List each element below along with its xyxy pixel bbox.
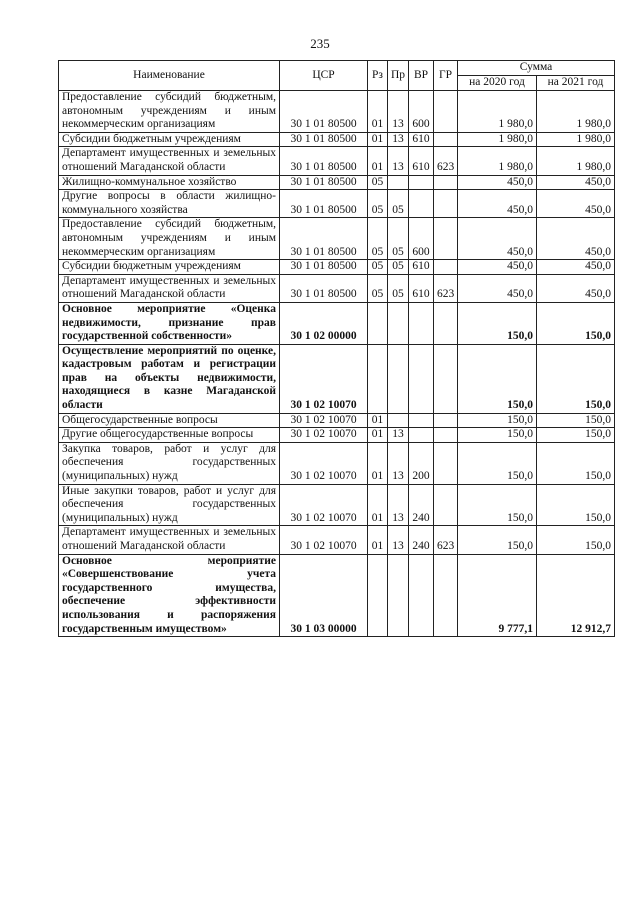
cell-rz: 01 (368, 413, 388, 428)
cell-csr: 30 1 01 80500 (280, 132, 368, 147)
cell-y2021: 150,0 (537, 484, 615, 526)
cell-csr: 30 1 01 80500 (280, 274, 368, 302)
cell-name: Жилищно-коммунальное хозяйство (59, 175, 280, 190)
table-row (59, 260, 615, 275)
cell-name: Закупка товаров, работ и услуг для обеспечения государственных (муниципальных) нужд (59, 442, 280, 484)
cell-y2021: 150,0 (537, 526, 615, 554)
cell-gr (434, 260, 458, 275)
cell-name: Субсидии бюджетным учреждениям (59, 132, 280, 147)
header-rz: Рз (368, 61, 388, 91)
cell-y2020: 1 980,0 (458, 132, 537, 147)
cell-pr: 05 (388, 260, 409, 275)
cell-name: Другие вопросы в области жилищно-коммунального хозяйства (59, 190, 280, 218)
cell-pr: 13 (388, 442, 409, 484)
cell-rz: 05 (368, 218, 388, 260)
cell-name: Основное мероприятие «Оценка недвижимости, признание прав государственной собственности» (59, 302, 280, 344)
cell-vr: 610 (409, 147, 434, 175)
cell-pr: 13 (388, 91, 409, 133)
cell-vr (409, 413, 434, 428)
cell-y2020: 150,0 (458, 428, 537, 443)
header-year-2021: на 2021 год (537, 76, 615, 91)
cell-name: Департамент имущественных и земельных отношений Магаданской области (59, 526, 280, 554)
cell-rz: 01 (368, 428, 388, 443)
table-row (59, 274, 615, 302)
table-row (59, 484, 615, 526)
cell-pr: 05 (388, 274, 409, 302)
cell-gr (434, 428, 458, 443)
cell-csr: 30 1 02 10070 (280, 344, 368, 413)
cell-gr (434, 413, 458, 428)
cell-csr: 30 1 02 10070 (280, 526, 368, 554)
cell-y2020: 1 980,0 (458, 91, 537, 133)
cell-csr: 30 1 01 80500 (280, 175, 368, 190)
cell-vr: 610 (409, 260, 434, 275)
cell-rz (368, 302, 388, 344)
cell-pr (388, 554, 409, 637)
cell-gr (434, 190, 458, 218)
cell-vr: 610 (409, 132, 434, 147)
cell-vr (409, 190, 434, 218)
cell-rz: 05 (368, 274, 388, 302)
cell-gr: 623 (434, 147, 458, 175)
header-sum: Сумма (458, 61, 615, 76)
cell-rz: 05 (368, 260, 388, 275)
cell-csr: 30 1 02 00000 (280, 302, 368, 344)
table-row (59, 526, 615, 554)
cell-csr: 30 1 02 10070 (280, 442, 368, 484)
table-row (59, 302, 615, 344)
cell-csr: 30 1 03 00000 (280, 554, 368, 637)
cell-rz: 05 (368, 190, 388, 218)
cell-name: Предоставление субсидий бюджетным, автономным учреждениям и иным некоммерческим организациям (59, 91, 280, 133)
cell-y2020: 450,0 (458, 190, 537, 218)
cell-gr (434, 302, 458, 344)
cell-csr: 30 1 01 80500 (280, 91, 368, 133)
cell-y2021: 450,0 (537, 274, 615, 302)
cell-y2020: 150,0 (458, 413, 537, 428)
cell-y2021: 150,0 (537, 442, 615, 484)
cell-rz: 01 (368, 91, 388, 133)
cell-name: Осуществление мероприятий по оценке, кадастровым работам и регистрации прав на объекты недвижимости, находящиеся в казне Магаданской области (59, 344, 280, 413)
table-row (59, 218, 615, 260)
cell-pr (388, 175, 409, 190)
cell-gr (434, 442, 458, 484)
table-row (59, 132, 615, 147)
cell-y2021: 150,0 (537, 344, 615, 413)
cell-gr: 623 (434, 274, 458, 302)
cell-rz: 05 (368, 175, 388, 190)
cell-vr (409, 302, 434, 344)
table-row (59, 428, 615, 443)
cell-gr (434, 91, 458, 133)
cell-csr: 30 1 02 10070 (280, 428, 368, 443)
cell-rz (368, 554, 388, 637)
cell-y2021: 150,0 (537, 302, 615, 344)
cell-vr: 610 (409, 274, 434, 302)
cell-y2021: 150,0 (537, 428, 615, 443)
cell-pr: 13 (388, 484, 409, 526)
cell-gr (434, 132, 458, 147)
header-vr: ВР (409, 61, 434, 91)
cell-y2020: 450,0 (458, 274, 537, 302)
cell-pr: 13 (388, 147, 409, 175)
cell-name: Субсидии бюджетным учреждениям (59, 260, 280, 275)
cell-y2021: 450,0 (537, 175, 615, 190)
cell-vr: 600 (409, 218, 434, 260)
cell-gr (434, 344, 458, 413)
table-row (59, 190, 615, 218)
cell-pr: 13 (388, 526, 409, 554)
cell-rz: 01 (368, 147, 388, 175)
cell-vr: 200 (409, 442, 434, 484)
page-number: 235 (310, 36, 330, 51)
cell-csr: 30 1 02 10070 (280, 484, 368, 526)
cell-y2020: 9 777,1 (458, 554, 537, 637)
table-row (59, 442, 615, 484)
cell-name: Департамент имущественных и земельных отношений Магаданской области (59, 274, 280, 302)
cell-name: Департамент имущественных и земельных отношений Магаданской области (59, 147, 280, 175)
cell-vr: 240 (409, 526, 434, 554)
cell-pr (388, 302, 409, 344)
cell-name: Основное мероприятие «Совершенствование учета государственного имущества, обеспечение эффективности использования и распоряжения государственным имуществом» (59, 554, 280, 637)
cell-csr: 30 1 01 80500 (280, 218, 368, 260)
cell-name: Другие общегосударственные вопросы (59, 428, 280, 443)
cell-y2020: 150,0 (458, 344, 537, 413)
cell-gr: 623 (434, 526, 458, 554)
cell-vr (409, 428, 434, 443)
cell-vr (409, 554, 434, 637)
cell-rz: 01 (368, 526, 388, 554)
cell-pr: 13 (388, 132, 409, 147)
cell-y2020: 150,0 (458, 442, 537, 484)
cell-y2020: 150,0 (458, 302, 537, 344)
cell-y2020: 150,0 (458, 484, 537, 526)
cell-csr: 30 1 01 80500 (280, 260, 368, 275)
cell-gr (434, 218, 458, 260)
cell-name: Иные закупки товаров, работ и услуг для обеспечения государственных (муниципальных) нужд (59, 484, 280, 526)
table-row (59, 147, 615, 175)
table-row (59, 344, 615, 413)
header-year-2020: на 2020 год (458, 76, 537, 91)
cell-y2020: 150,0 (458, 526, 537, 554)
table-row (59, 413, 615, 428)
cell-pr (388, 413, 409, 428)
cell-rz: 01 (368, 484, 388, 526)
cell-name: Общегосударственные вопросы (59, 413, 280, 428)
cell-y2020: 450,0 (458, 260, 537, 275)
cell-y2021: 1 980,0 (537, 91, 615, 133)
cell-y2021: 450,0 (537, 260, 615, 275)
cell-pr: 13 (388, 428, 409, 443)
table-row (59, 91, 615, 133)
cell-y2021: 12 912,7 (537, 554, 615, 637)
header-csr: ЦСР (280, 61, 368, 91)
cell-y2021: 1 980,0 (537, 147, 615, 175)
cell-vr: 600 (409, 91, 434, 133)
cell-y2020: 450,0 (458, 218, 537, 260)
cell-gr (434, 175, 458, 190)
cell-pr: 05 (388, 190, 409, 218)
cell-vr (409, 344, 434, 413)
cell-gr (434, 554, 458, 637)
header-pr: Пр (388, 61, 409, 91)
cell-pr (388, 344, 409, 413)
cell-rz (368, 344, 388, 413)
cell-y2021: 450,0 (537, 190, 615, 218)
table-row (59, 175, 615, 190)
header-gr: ГР (434, 61, 458, 91)
budget-table (58, 60, 615, 637)
cell-vr (409, 175, 434, 190)
table-body (59, 91, 615, 637)
header-name: Наименование (59, 61, 280, 91)
cell-pr: 05 (388, 218, 409, 260)
cell-csr: 30 1 01 80500 (280, 147, 368, 175)
cell-vr: 240 (409, 484, 434, 526)
cell-y2020: 450,0 (458, 175, 537, 190)
cell-rz: 01 (368, 442, 388, 484)
cell-y2021: 150,0 (537, 413, 615, 428)
cell-csr: 30 1 01 80500 (280, 190, 368, 218)
cell-csr: 30 1 02 10070 (280, 413, 368, 428)
cell-y2020: 1 980,0 (458, 147, 537, 175)
table-row (59, 554, 615, 637)
cell-y2021: 450,0 (537, 218, 615, 260)
cell-y2021: 1 980,0 (537, 132, 615, 147)
table-header (59, 61, 615, 91)
cell-rz: 01 (368, 132, 388, 147)
cell-gr (434, 484, 458, 526)
cell-name: Предоставление субсидий бюджетным, автономным учреждениям и иным некоммерческим организациям (59, 218, 280, 260)
